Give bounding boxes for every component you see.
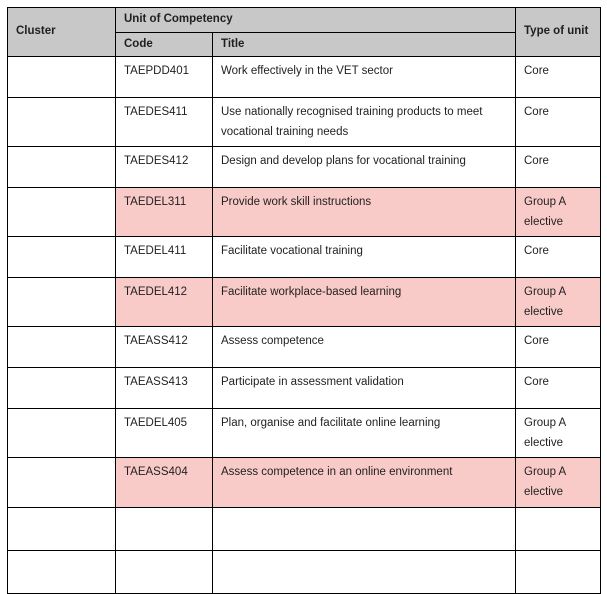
code-cell: TAEDEL405 bbox=[116, 409, 213, 458]
cluster-cell bbox=[8, 550, 116, 593]
table-row bbox=[8, 550, 601, 593]
cluster-cell bbox=[8, 98, 116, 147]
cluster-cell bbox=[8, 458, 116, 507]
title-cell: Assess competence in an online environment bbox=[213, 458, 516, 507]
cluster-cell bbox=[8, 409, 116, 458]
title-cell: Work effectively in the VET sector bbox=[213, 57, 516, 98]
title-cell: Participate in assessment validation bbox=[213, 368, 516, 409]
header-title: Title bbox=[213, 32, 516, 57]
code-cell: TAEASS412 bbox=[116, 327, 213, 368]
header-code: Code bbox=[116, 32, 213, 57]
table-row bbox=[8, 458, 601, 507]
cluster-cell bbox=[8, 278, 116, 327]
cluster-cell bbox=[8, 57, 116, 98]
title-cell: Assess competence bbox=[213, 327, 516, 368]
code-cell: TAEASS413 bbox=[116, 368, 213, 409]
title-cell: Plan, organise and facilitate online learning bbox=[213, 409, 516, 458]
table-row bbox=[8, 278, 601, 327]
code-cell: TAEDES411 bbox=[116, 98, 213, 147]
title-cell bbox=[213, 507, 516, 550]
type-cell: Core bbox=[516, 368, 601, 409]
title-cell: Design and develop plans for vocational training bbox=[213, 147, 516, 188]
type-cell bbox=[516, 507, 601, 550]
code-cell: TAEDES412 bbox=[116, 147, 213, 188]
cluster-cell bbox=[8, 237, 116, 278]
type-cell: Group A elective bbox=[516, 188, 601, 237]
type-cell: Group A elective bbox=[516, 278, 601, 327]
header-type-of-unit: Type of unit bbox=[516, 8, 601, 57]
table-row bbox=[8, 507, 601, 550]
code-cell bbox=[116, 507, 213, 550]
type-cell: Core bbox=[516, 147, 601, 188]
type-cell: Core bbox=[516, 98, 601, 147]
cluster-cell bbox=[8, 368, 116, 409]
table-row bbox=[8, 147, 601, 188]
title-cell: Provide work skill instructions bbox=[213, 188, 516, 237]
code-cell: TAEDEL412 bbox=[116, 278, 213, 327]
type-cell bbox=[516, 550, 601, 593]
table-row bbox=[8, 368, 601, 409]
cluster-cell bbox=[8, 327, 116, 368]
type-cell: Core bbox=[516, 237, 601, 278]
title-cell bbox=[213, 550, 516, 593]
table-row bbox=[8, 237, 601, 278]
title-cell: Use nationally recognised training products to meet vocational training needs bbox=[213, 98, 516, 147]
table-row bbox=[8, 409, 601, 458]
unit-of-competency-table bbox=[7, 7, 601, 594]
header-unit-of-competency: Unit of Competency bbox=[116, 8, 516, 33]
code-cell: TAEPDD401 bbox=[116, 57, 213, 98]
table-row bbox=[8, 327, 601, 368]
type-cell: Core bbox=[516, 327, 601, 368]
cluster-cell bbox=[8, 188, 116, 237]
title-cell: Facilitate vocational training bbox=[213, 237, 516, 278]
table-row bbox=[8, 57, 601, 98]
code-cell: TAEDEL311 bbox=[116, 188, 213, 237]
type-cell: Core bbox=[516, 57, 601, 98]
code-cell bbox=[116, 550, 213, 593]
header-cluster: Cluster bbox=[8, 8, 116, 57]
table-row bbox=[8, 188, 601, 237]
type-cell: Group A elective bbox=[516, 409, 601, 458]
type-cell: Group A elective bbox=[516, 458, 601, 507]
code-cell: TAEASS404 bbox=[116, 458, 213, 507]
code-cell: TAEDEL411 bbox=[116, 237, 213, 278]
cluster-cell bbox=[8, 507, 116, 550]
table-body bbox=[8, 57, 601, 593]
cluster-cell bbox=[8, 147, 116, 188]
title-cell: Facilitate workplace-based learning bbox=[213, 278, 516, 327]
table-row bbox=[8, 98, 601, 147]
